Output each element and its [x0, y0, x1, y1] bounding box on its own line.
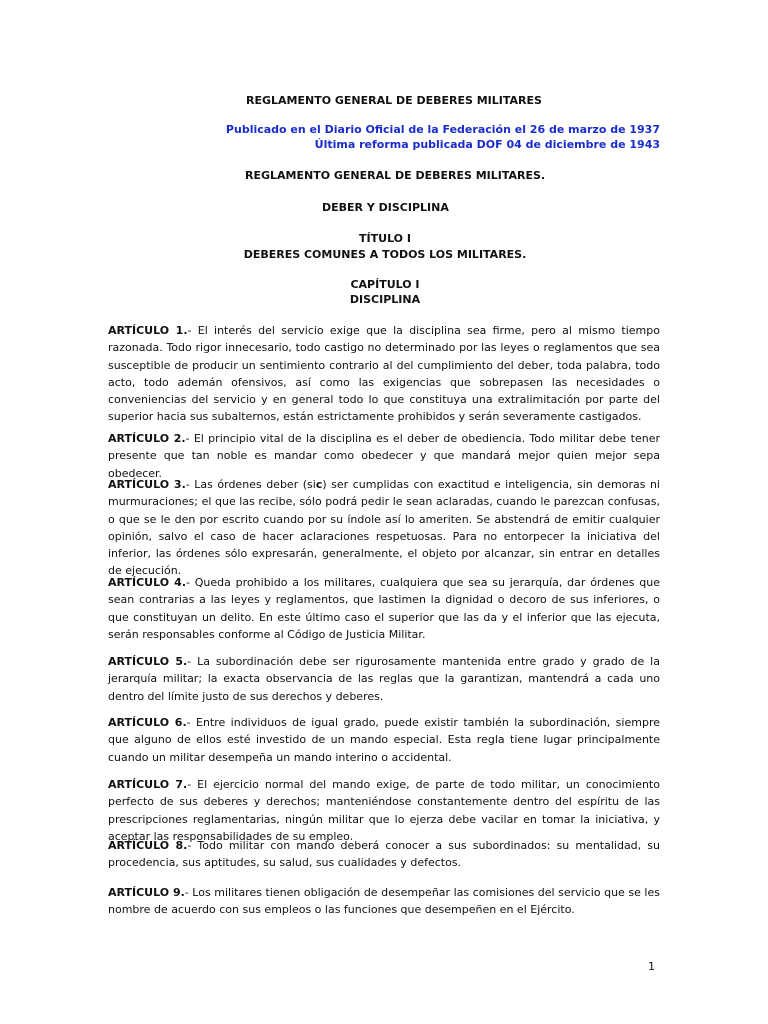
article-text: - Queda prohibido a los militares, cualquiera que sea su jerarquía, dar órdenes que sean contrarias a las leyes y reglamentos, que lastimen la dignidad o decoro de sus inferiores, o que constituyan un delito. En este último caso el superior que las da y el inferior que las ejecuta, serán responsables conforme al Código de Justicia Militar.	[108, 576, 660, 641]
article-label: ARTÍCULO 7.	[108, 778, 188, 791]
article-2	[108, 430, 660, 482]
main-title: REGLAMENTO GENERAL DE DEBERES MILITARES	[246, 94, 542, 107]
titulo-number: TÍTULO I	[359, 232, 411, 245]
article-text-emphasis: c	[315, 478, 323, 491]
article-label: ARTÍCULO 6.	[108, 716, 187, 729]
publication-info	[226, 122, 660, 152]
article-label: ARTÍCULO 2.	[108, 432, 186, 445]
article-8	[108, 837, 660, 872]
article-text: ) ser cumplidas con exactitud e inteligencia, sin demoras ni murmuraciones; el que las recibe, sólo podrá pedir le sean aclaradas, cuando le parezcan confusas, o que se le den por escrito cuando por su índole así lo ameriten. Se abstendrá de emitir cualquier opinión, salvo el caso de hacer aclaraciones respetuosas. Para no entorpecer la iniciativa del inferior, las órdenes sólo expresarán, generalmente, el objeto por alcanzar, sin entrar en detalles de ejecución.	[108, 478, 660, 578]
article-text: - Entre individuos de igual grado, puede existir también la subordinación, siempre que alguno de ellos esté investido de un mando especial. Esta regla tiene lugar principalmente cuando un militar desempeña un mando interino o accidental.	[108, 716, 660, 764]
article-label: ARTÍCULO 8.	[108, 839, 188, 852]
article-label: ARTÍCULO 1.	[108, 324, 188, 337]
capitulo-number: CAPÍTULO I	[350, 278, 420, 291]
article-text: - El principio vital de la disciplina es el deber de obediencia. Todo militar debe tener presente que tan noble es mandar como obedecer y que mandará mejor quien mejor sepa obedecer.	[108, 432, 660, 480]
article-3	[108, 476, 660, 580]
article-6	[108, 714, 660, 766]
article-text: - Las órdenes deber (si	[185, 478, 316, 491]
article-text: - Los militares tienen obligación de desempeñar las comisiones del servicio que se les nombre de acuerdo con sus empleos o las funciones que desempeñen en el Ejército.	[108, 886, 660, 917]
article-label: ARTÍCULO 4.	[108, 576, 187, 589]
capitulo-name: DISCIPLINA	[349, 293, 421, 306]
article-1	[108, 322, 660, 426]
page-number: 1	[648, 960, 655, 973]
article-9	[108, 884, 660, 919]
last-reform-date: Última reforma publicada DOF 04 de diciembre de 1943	[314, 138, 660, 151]
article-text: - El interés del servicio exige que la disciplina sea firme, pero al mismo tiempo razonada. Todo rigor innecesario, todo castigo no determinado por las leyes o reglamentos que sea susceptible de producir un sentimiento contrario al del cumplimiento del deber, toda palabra, todo acto, todo ademán ofensivos, así como las exigencias que sobrepasen las necesidades o conveniencias del servicio y en general todo lo que constituya una extralimitación por parte del superior hacia sus subalternos, están estrictamente prohibidos y serán severamente castigados.	[108, 324, 660, 424]
titulo-name: DEBERES COMUNES A TODOS LOS MILITARES.	[243, 248, 527, 261]
article-text: - Todo militar con mando deberá conocer a sus subordinados: su mentalidad, su procedencia, sus aptitudes, su salud, sus cualidades y defectos.	[108, 839, 660, 870]
subtitle: REGLAMENTO GENERAL DE DEBERES MILITARES.	[245, 169, 546, 182]
article-label: ARTÍCULO 3.	[108, 478, 186, 491]
article-text: - El ejercicio normal del mando exige, de parte de todo militar, un conocimiento perfecto de sus deberes y derechos; manteniéndose constantemente dentro del espíritu de las prescripciones reglamentarias, ningún militar que lo ejerza debe vacilar en tomar la iniciativa, y aceptar las responsabilidades de su empleo.	[108, 778, 660, 843]
section-heading: DEBER Y DISCIPLINA	[322, 201, 449, 214]
article-7	[108, 776, 660, 845]
article-5	[108, 653, 660, 705]
article-4	[108, 574, 660, 643]
publication-date: Publicado en el Diario Oficial de la Federación el 26 de marzo de 1937	[225, 123, 660, 136]
article-label: ARTÍCULO 5.	[108, 655, 188, 668]
article-text: - La subordinación debe ser rigurosamente mantenida entre grado y grado de la jerarquía militar; la exacta observancia de las reglas que la garantizan, mantendrá a cada uno dentro del límite justo de sus derechos y deberes.	[108, 655, 660, 703]
article-label: ARTÍCULO 9.	[108, 886, 185, 899]
